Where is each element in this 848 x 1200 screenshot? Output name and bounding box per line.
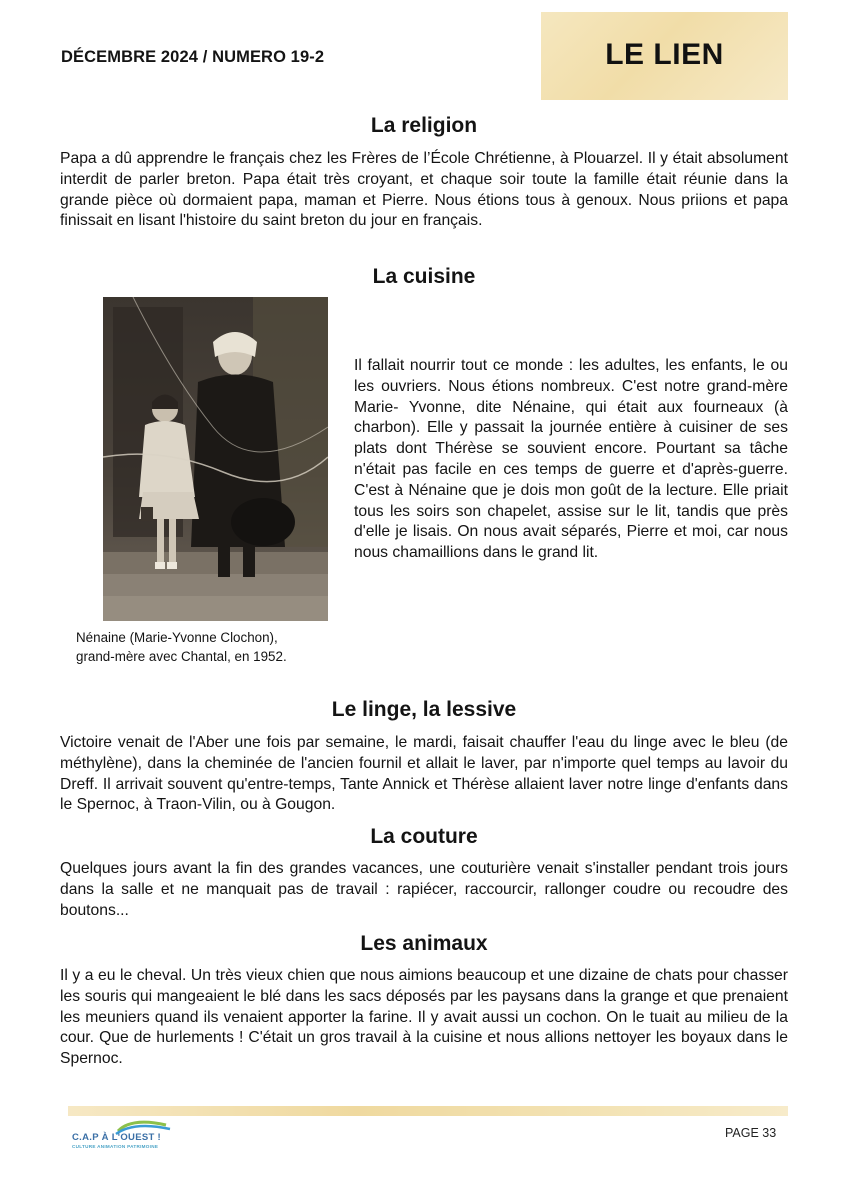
section-title-religion: La religion — [370, 114, 478, 137]
logo-subtitle: CULTURE ANIMATION PATRIMOINE — [72, 1144, 159, 1149]
section-title-linge: Le linge, la lessive — [331, 698, 517, 721]
footer-band — [68, 1106, 788, 1116]
page-number: PAGE 33 — [725, 1126, 777, 1140]
newsletter-title: LE LIEN — [605, 38, 724, 71]
vintage-family-photo — [103, 297, 328, 621]
cap-a-louest-logo — [70, 1115, 175, 1165]
section-text-cuisine: Il fallait nourrir tout ce monde : les adultes, les enfants, le ou les ouvriers. Nous étions nombreux. C'est notre grand-mère Marie- Yvonne, dite Nénaine, qui était aux fourneaux (à charbon). Elle y passait la journée entière à cuisiner de ses plats dont Thérèse se souvient encore. Pourtant sa tâche n'était pas facile en ces temps de guerre et d'après-guerre. C'est à Nénaine que je dois mon goût de la lecture. Elle priait tous les soirs son chapelet, assise sur le lit, tandis que près d'elle je lisais. On nous avait séparés, Pierre et moi, car nous nous chamaillions dans le grand lit. — [354, 357, 788, 562]
section-title-cuisine: La cuisine — [372, 265, 476, 288]
section-text-linge: Victoire venait de l'Aber une fois par semaine, le mardi, faisait chauffer l'eau du linge avec le bleu (de méthylène), dans la cheminée de l'ancien fournil et allait le laver, par n'importe quel temps au lavoir du Dreff. Il arrivait souvent qu'entre-temps, Tante Annick et Thérèse allaient laver notre linge d'enfants dans le Spernoc, à Traon-Vilin, ou à Gougon. — [60, 734, 788, 814]
section-text-animaux: Il y a eu le cheval. Un très vieux chien que nous aimions beaucoup et une dizaine de chats pour chasser les souris qui mangeaient le blé dans les sacs déposés par les paysans dans la grange et que prenaient les meuniers quand ils venaient apporter la farine. Il y avait aussi un cochon. On le tuait au milieu de la cour. Que de hurlements ! C'était un gros travail à la cuisine et nous allions nettoyer les boyaux dans le Spernoc. — [60, 967, 788, 1068]
caption-line-2: grand-mère avec Chantal, en 1952. — [76, 648, 287, 664]
section-title-animaux: Les animaux — [360, 932, 488, 955]
section-text-couture: Quelques jours avant la fin des grandes vacances, une couturière venait s'installer pendant trois jours dans la salle et ne manquait pas de travail : rapiécer, raccourcir, rallonger coudre ou recoudre des boutons... — [60, 860, 788, 919]
section-text-religion: Papa a dû apprendre le français chez les Frères de l’École Chrétienne, à Plouarzel. Il y était absolument interdit de parler breton. Papa était très croyant, et chaque soir toute la famille était réunie dans la grande pièce où dormaient papa, maman et Pierre. Nous étions tous à genoux. Nous priions et papa finissait en lisant l'histoire du saint breton du jour en français. — [60, 150, 788, 230]
logo-text: C.A.P À L'OUEST ! — [72, 1132, 161, 1143]
caption-line-1: Nénaine (Marie-Yvonne Clochon), — [76, 630, 278, 645]
brand-box — [541, 12, 788, 100]
section-title-couture: La couture — [370, 825, 478, 848]
photo-caption — [76, 629, 346, 666]
issue-date-number: DÉCEMBRE 2024 / NUMERO 19-2 — [61, 48, 325, 66]
